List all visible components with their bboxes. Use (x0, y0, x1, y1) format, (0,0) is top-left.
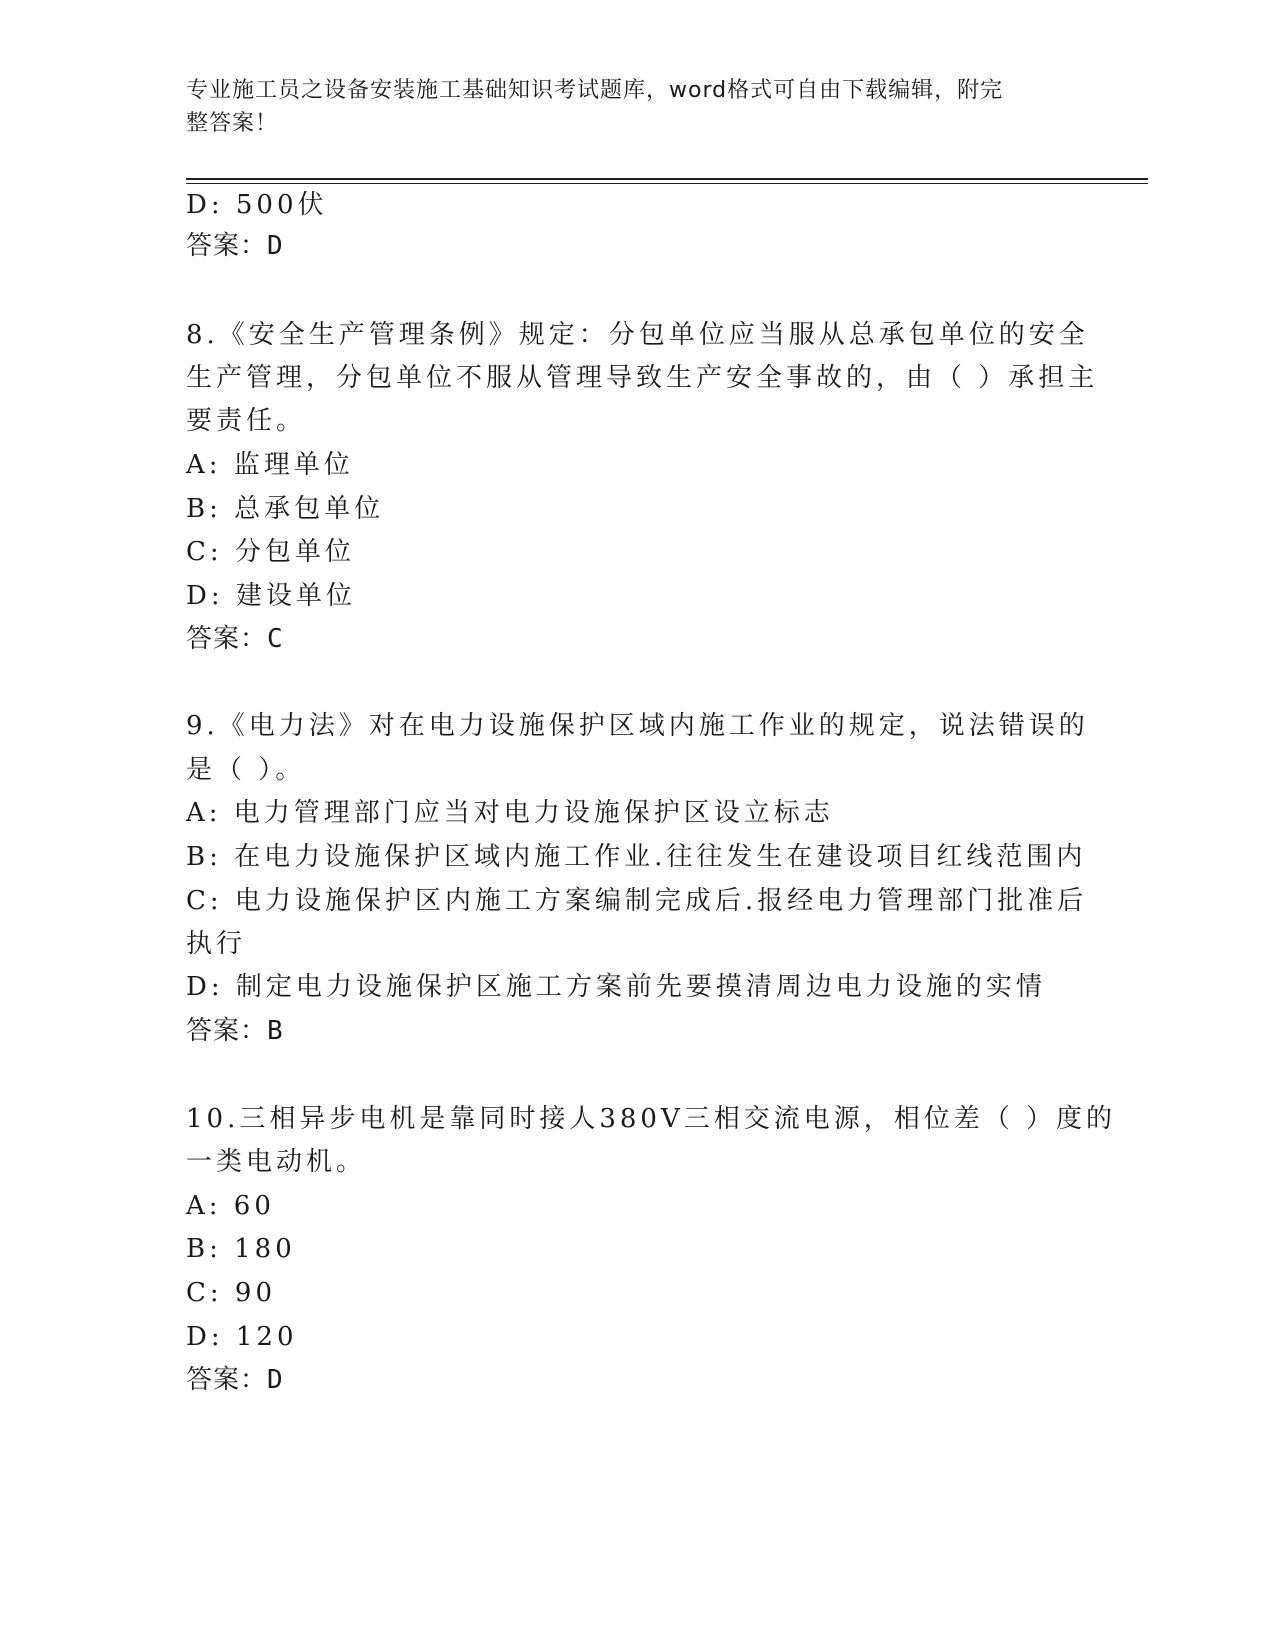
question-8-answer (186, 624, 284, 654)
header-divider-thin (186, 183, 1148, 184)
question-10-option-d: D: 120 (186, 1322, 298, 1352)
answer-label: 答案： (186, 1016, 268, 1046)
document-header (186, 74, 1066, 140)
header-line-2: 整答案！ (186, 111, 279, 136)
question-9-option-d: D: 制定电力设施保护区施工方案前先要摸清周边电力设施的实情 (186, 972, 1046, 1002)
answer-label: 答案： (186, 231, 268, 261)
question-8-option-c: C: 分包单位 (186, 537, 355, 567)
question-8-line-1: 8.《安全生产管理条例》规定：分包单位应当服从总承包单位的安全 (186, 320, 1089, 350)
prev-option-d: D: 500伏 (186, 190, 328, 220)
question-10-line-2: 一类电动机。 (186, 1147, 367, 1177)
question-10-line-1: 10.三相异步电机是靠同时接人380V三相交流电源，相位差（ ）度的 (186, 1104, 1117, 1134)
question-10-option-b: B: 180 (186, 1234, 296, 1264)
question-9-option-a: A: 电力管理部门应当对电力设施保护区设立标志 (186, 798, 834, 828)
answer-label: 答案： (186, 624, 268, 654)
question-10-option-c: C: 90 (186, 1278, 277, 1308)
answer-letter: D (267, 231, 284, 261)
question-9-option-b: B: 在电力设施保护区域内施工作业.往往发生在建设项目红线范围内 (186, 842, 1087, 872)
answer-letter: C (267, 624, 284, 654)
answer-letter: B (267, 1016, 284, 1046)
question-10-answer (186, 1365, 284, 1395)
question-8-option-b: B: 总承包单位 (186, 494, 385, 524)
question-8-option-d: D: 建设单位 (186, 581, 356, 611)
question-9-answer (186, 1016, 284, 1046)
question-9-line-1: 9.《电力法》对在电力设施保护区域内施工作业的规定，说法错误的 (186, 711, 1089, 741)
question-9-line-2: 是（ ）。 (186, 755, 306, 785)
question-9-option-c: C: 电力设施保护区内施工方案编制完成后.报经电力管理部门批准后 (186, 886, 1088, 916)
question-10-option-a: A: 60 (186, 1191, 275, 1221)
answer-label: 答案： (186, 1365, 268, 1395)
question-8-line-3: 要责任。 (186, 406, 307, 436)
question-8-line-2: 生产管理，分包单位不服从管理导致生产安全事故的，由（ ）承担主 (186, 363, 1099, 393)
question-9-option-c-cont: 执行 (186, 929, 247, 959)
answer-letter: D (267, 1365, 284, 1395)
prev-answer (186, 231, 284, 261)
question-8-option-a: A: 监理单位 (186, 450, 354, 480)
header-divider-thick (186, 178, 1148, 180)
header-line-1: 专业施工员之设备安装施工基础知识考试题库，word格式可自由下载编辑，附完 (186, 78, 1004, 103)
